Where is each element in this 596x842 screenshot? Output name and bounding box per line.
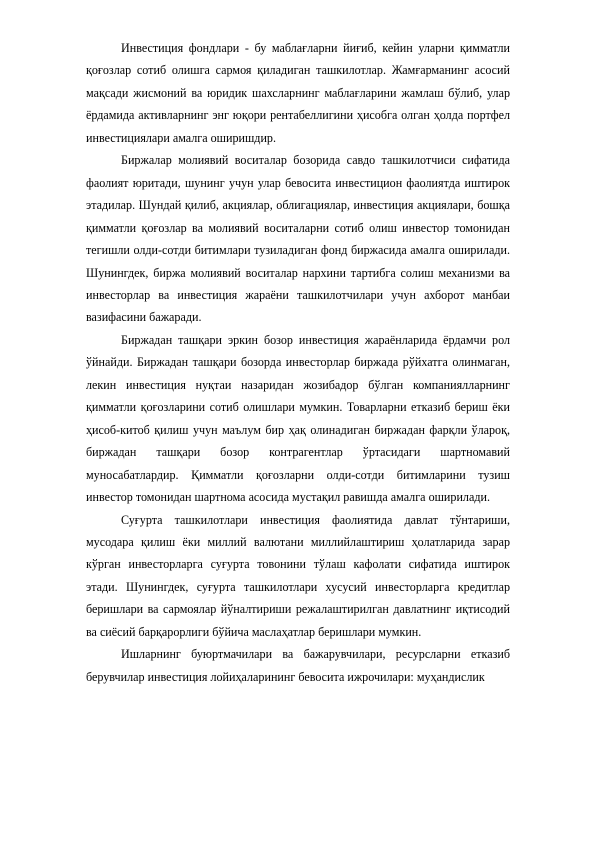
paragraph-contractors: Ишларнинг буюртмачилари ва бажарувчилари, ресурсларни етказиб берувчилар инвестиция лойиҳаларининг бевосита ижрочилари: муҳандислик [86,647,510,684]
paragraph-over-the-counter-market: Биржадан ташқари эркин бозор инвестиция жараёнларида ёрдамчи рол ўйнайди. Биржадан ташқари бозорда инвесторлар биржада рўйхатга олинмаган, лекин инвестиция нуқтаи назаридан жозибадор бўлган компаниялларнинг қимматли қоғозларини сотиб олишлари мумкин. Товарларни етказиб бериш ёки ҳисоб-китоб қилиш учун маълум бир ҳақ олинадиган биржадан фарқли ўлароқ, биржадан ташқари бозор контрагентлар ўртасидаги шартномавий муносабатлардир. Қимматли қоғозларни олди-сотди битимларини тузиш инвестор томонидан шартнома асосида мустақил равишда амалга оширилади. [86,332,510,505]
paragraph-exchanges: Биржалар молиявий воситалар бозорида савдо ташкилотчиси сифатида фаолият юритади, шунинг учун улар бевосита инвестицион фаолиятда иштирок этадилар. Шундай қилиб, акциялар, облигациялар, инвестиция акциялари, бошқа қимматли қоғозлар ва молиявий воситаларни сотиб олиш инвестор томонидан тегишли олди-сотди битимлари тузиладиган фонд биржасида амалга оширилади. Шунингдек, биржа молиявий воситалар нархини тартибга солиш механизми ва инвесторлар ва инвестиция жараёни ташкилотчилари учун ахборот манбаи вазифасини бажаради. [86,153,510,325]
paragraph-insurance-organizations: Суғурта ташкилотлари инвестиция фаолиятида давлат тўнтариши, мусодара қилиш ёки миллий валютани миллийлаштириш ҳолатларида зарар кўрган инвесторларга суғурта товонини тўлаш кафолати сифатида иштирок этади. Шунингдек, суғурта ташкилотлари хусусий инвесторларга кредитлар беришлари ва сармоялар йўналтириши режалаштирилган давлатнинг иқтисодий ва сиёсий барқарорлиги бўйича маслаҳатлар беришлари мумкин. [86,512,510,639]
body-text [86,37,510,688]
paragraph-investment-funds: Инвестиция фондлари - бу маблағларни йиғиб, кейин уларни қимматли қоғозлар сотиб олишга сармоя қиладиган ташкилотлар. Жамғарманинг асосий мақсади жисмоний ва юридик шахсларнинг маблағларини жамлаш бўлиб, улар ёрдамида активларнинг энг юқори рентабеллигини ҳисобга олган ҳолда портфел инвестициялари амалга оширишдир. [86,41,510,145]
